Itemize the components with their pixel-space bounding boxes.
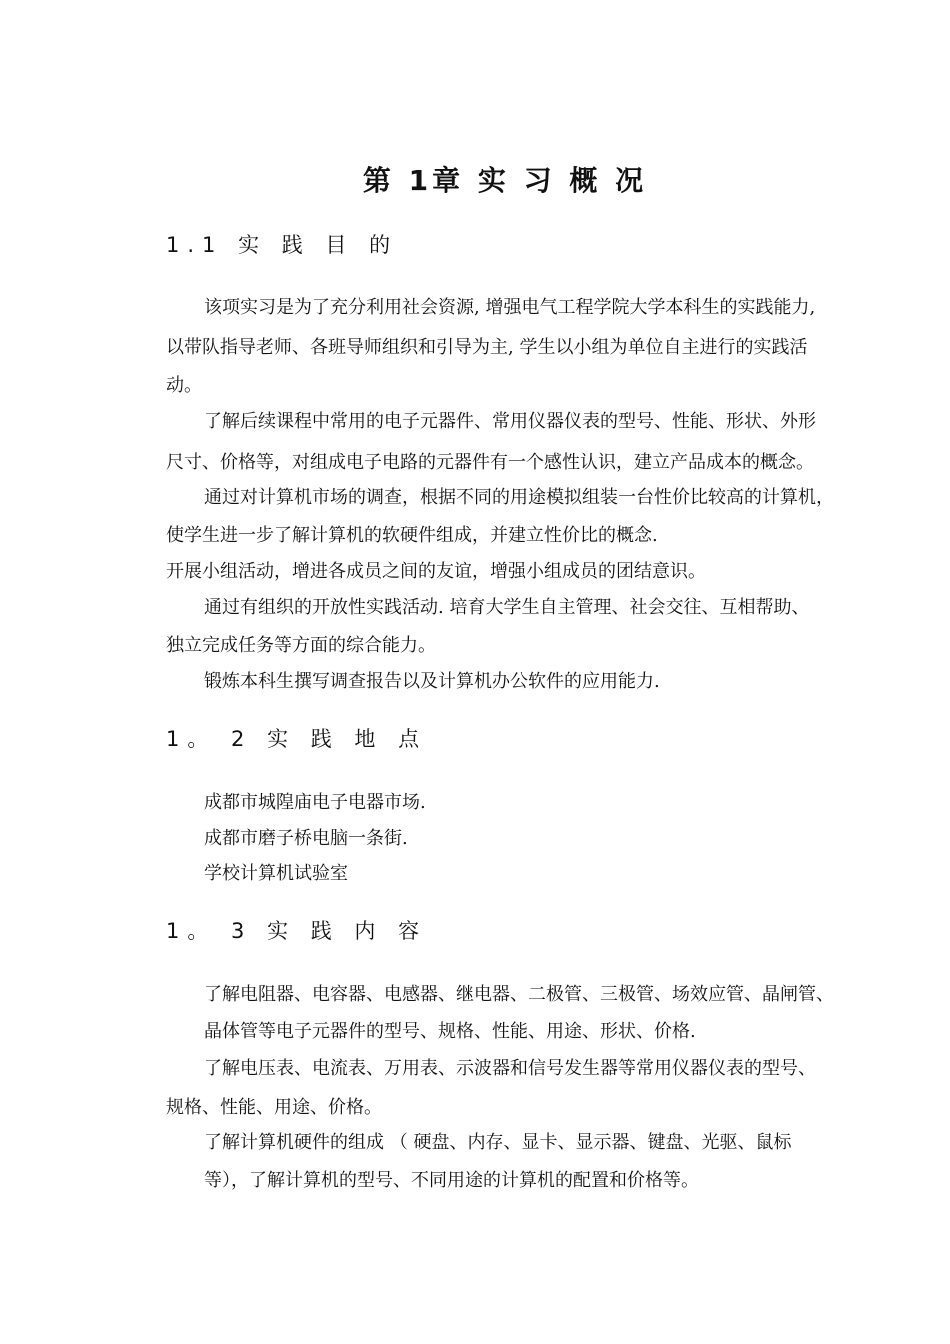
chapter-title: 第 1章 实 习 概 况 — [362, 164, 648, 197]
paragraph-line: 成都市城隍庙电子电器市场. — [204, 792, 426, 813]
paragraph-line: 成都市磨子桥电脑一条街. — [204, 828, 408, 849]
paragraph-line: 通过有组织的开放性实践活动. 培育大学生自主管理、社会交往、互相帮助、 — [204, 597, 810, 618]
paragraph-line: 通过对计算机市场的调查，根据不同的用途模拟组装一台性价比较高的计算机， — [204, 487, 834, 508]
paragraph-line: 晶体管等电子元器件的型号、规格、性能、用途、形状、价格. — [204, 1021, 696, 1042]
paragraph-line: 学校计算机试验室 — [204, 863, 348, 884]
paragraph-line: 了解计算机硬件的组成 （ 硬盘、内存、显卡、显示器、键盘、光驱、鼠标 — [204, 1132, 792, 1153]
paragraph-line: 等），了解计算机的型号、不同用途的计算机的配置和价格等。 — [204, 1170, 699, 1191]
paragraph-line: 尺寸、价格等，对组成电子电路的元器件有一个感性认识，建立产品成本的概念。 — [166, 452, 814, 473]
paragraph-line: 动。 — [166, 375, 202, 396]
section-heading-purpose: 1.1 实 践 目 的 — [166, 233, 399, 257]
paragraph-line: 使学生进一步了解计算机的软硬件组成，并建立性价比的概念. — [166, 525, 658, 546]
paragraph-line: 开展小组活动，增进各成员之间的友谊，增强小组成员的团结意识。 — [166, 561, 706, 582]
paragraph-line: 了解电阻器、电容器、电感器、继电器、二极管、三极管、场效应管、晶闸管、 — [204, 984, 834, 1005]
section-heading-content: 1。 3 实 践 内 容 — [166, 919, 428, 943]
paragraph-line: 规格、性能、用途、价格。 — [166, 1097, 382, 1118]
paragraph-line: 锻炼本科生撰写调查报告以及计算机办公软件的应用能力. — [204, 671, 660, 692]
paragraph-line: 以带队指导老师、各班导师组织和引导为主, 学生以小组为单位自主进行的实践活 — [166, 337, 808, 358]
paragraph-line: 该项实习是为了充分利用社会资源, 增强电气工程学院大学本科生的实践能力, — [204, 297, 816, 318]
paragraph-line: 独立完成任务等方面的综合能力。 — [166, 635, 436, 656]
paragraph-line: 了解后续课程中常用的电子元器件、常用仪器仪表的型号、性能、形状、外形 — [204, 411, 816, 432]
paragraph-line: 了解电压表、电流表、万用表、示波器和信号发生器等常用仪器仪表的型号、 — [204, 1058, 816, 1079]
section-heading-location: 1。 2 实 践 地 点 — [166, 727, 428, 751]
